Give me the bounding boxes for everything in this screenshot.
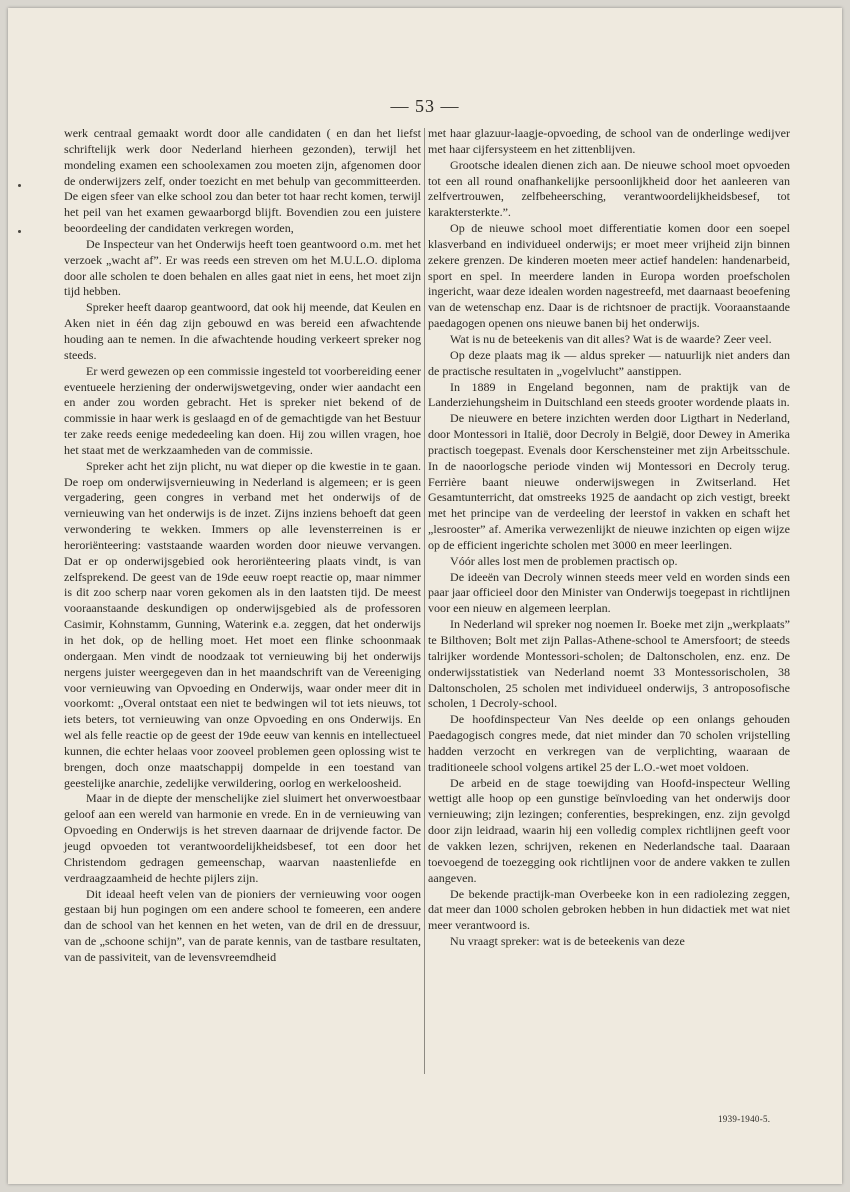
paragraph: De bekende practijk-man Overbeeke kon in een radiolezing zeggen, dat meer dan 1000 scholen gebroken hebben in hun didactiek met wat niet meer verantwoord is. xyxy=(428,886,790,933)
document-page xyxy=(8,8,842,1184)
paragraph: De Inspecteur van het Onderwijs heeft toen geantwoord o.m. met het verzoek „wacht af”. Er was reeds een streven om het M.U.L.O. diploma door alle scholen te doen behalen en alles gaat niet in eens, het moet zijn tijd hebben. xyxy=(64,236,421,299)
paragraph: Maar in de diepte der menschelijke ziel sluimert het onverwoestbaar geloof aan een wereld van harmonie en vrede. En in de vernieuwing van Opvoeding en Onderwijs is het streven daarnaar de drijvende factor. De jeugd opvoeden tot verantwoordelijkheidsbesef, tot een door het Christendom gedragen gemeenschap, waarvan naastenliefde en verdraagzaamheid de hechte pijlers zijn. xyxy=(64,791,421,885)
paragraph: In Nederland wil spreker nog noemen Ir. Boeke met zijn „werkplaats” te Bilthoven; Bolt met zijn Pallas-Athene-school te Amersfoort; de steeds talrijker wordende Montessori-scholen; de Daltonscholen, enz. enz. De onderwijsstatistiek van Nederland noemt 33 Montessorischolen, 38 Daltonscholen, 25 scholen met individueel onderwijs, 3 antroposofische scholen, 1 Decroly-school. xyxy=(428,617,790,711)
paragraph: Er werd gewezen op een commissie ingesteld tot voorbereiding eener eventueele herziening der onderwijswetgeving, onder wier aandacht een en ander zou worden gebracht. Het is spreker niet bekend of de commissie in haar werk is geslaagd en of de gemachtigde van het Bestuur ter zake reeds eenige mededeeling kan doen. Hij zou willen vragen, hoe het staat met de werkzaamheden van de commissie. xyxy=(64,363,421,457)
paragraph: De ideeën van Decroly winnen steeds meer veld en worden sinds een paar jaar officieel door den Minister van Onderwijs toegepast in richtlijnen voor een nieuw en algemeen leerplan. xyxy=(428,569,790,616)
margin-dot xyxy=(18,184,21,187)
paragraph: Dit ideaal heeft velen van de pioniers der vernieuwing voor oogen gestaan bij hun pogingen om een andere school te fomeeren, een andere dan de school van het kennen en het weten, van de dril en de dressuur, van de „schoone schijn”, van de parate kennis, van de tastbare resultaten, van de passiviteit, van de levensvreemdheid xyxy=(64,886,421,964)
paragraph: Op deze plaats mag ik — aldus spreker — natuurlijk niet anders dan de practische resultaten in „vogelvlucht” aanstippen. xyxy=(428,347,790,378)
paragraph: Grootsche idealen dienen zich aan. De nieuwe school moet opvoeden tot een all round onafhankelijke persoonlijkheid door het aanleeren van zelfvertrouwen, zelfbeheersching, verantwoordelijkheidsbesef, tot karaktersterkte.”. xyxy=(428,157,790,220)
paragraph: Vóór alles lost men de problemen practisch op. xyxy=(450,553,678,568)
paragraph: De arbeid en de stage toewijding van Hoofd-inspecteur Welling wettigt alle hoop op een gunstige beïnvloeding van het onderwijs door vernieuwing; zijn lezingen; conferenties, besprekingen, enz. zijn gevolgd door zijn leidraad, waarin hij een volledig complex richtlijnen geeft voor de vakken lezen, schrijven, rekenen en Nederlandsche taal. Daaraan toevoegend de toezegging ook richtlijnen voor de andere vakken te zullen aangeven. xyxy=(428,775,790,885)
paragraph: Op de nieuwe school moet differentiatie komen door een soepel klasverband en individueel onderwijs; er moet meer vrijheid zijn binnen zekere grenzen. De kinderen moeten meer actief handelen: handenarbeid, sport en spel. In meerdere landen in Europa worden proefscholen ingericht, waar deze idealen worden nagestreefd, met daarnaast beoefening van de wetenschap enz. Daar is de richtsnoer de practijk. Vooraanstaande paedagogen openen ons nieuwe banen bij het onderwijs. xyxy=(428,221,790,331)
paragraph: De hoofdinspecteur Van Nes deelde op een onlangs gehouden Paedagogisch congres mede, dat niet minder dan 70 scholen vrijstelling hadden verzocht en verkregen van de verplichting, waaraan de traditioneele school volgens artikel 25 der L.O.-wet moet voldoen. xyxy=(428,712,790,774)
paragraph: Spreker heeft daarop geantwoord, dat ook hij meende, dat Keulen en Aken niet in één dag zijn gebouwd en was bereid een afwachtende houding aan te nemen. In die afwachtende houding verkeert spreker nog steeds. xyxy=(64,300,421,362)
margin-dot xyxy=(18,230,21,233)
paragraph: Nu vraagt spreker: wat is de beteekenis van deze xyxy=(450,934,685,949)
page-number: — 53 — xyxy=(390,96,460,116)
paragraph: Spreker acht het zijn plicht, nu wat dieper op die kwestie in te gaan. De roep om onderwijsvernieuwing in Nederland is algemeen; er is geen vergadering, geen congres in verband met het onderwijs of de vernieuwing van het onderwijs is de inzet. Zijns inziens behoeft dat geen verwondering te wekken. Immers op alle levensterreinen is er heroriënteering: vaststaande waarden worden door nieuwe vervangen. Dat er op onderwijsgebied ook heroriënteering plaats vindt, is van zelfsprekend. De geest van de 19de eeuw roept reactie op, maar nimmer is dit zoo scherp naar voren gekomen als in den laatsten tijd. De meest vooraanstaande deskundigen op onderwijsgebied als de professoren Casimir, Kohnstamm, Gunning, Waterink e.a. zeggen, dat het onderwijs in het dok, op de helling moet. Het moet een flinke schoonmaak ondergaan. Men vindt de noodzaak tot vernieuwing bij het onderwijs nergens juister weergegeven dan in het maandschrift van de Vereeniging voor vernieuwing van Opvoeding en Onderwijs, waar onder meer dit in voorkomt: „Overal ontstaat een niet te bedwingen wil tot iets nieuws, tot iets beters, tot vernieuwing van onze Opvoeding en ons Onderwijs. En wel als felle reactie op de geest der 19de eeuw van kennis en intellectueel kunnen, die echter helaas voor zooveel problemen geen oplossing wist te brengen, doch onze maatschappij dompelde in een toestand van geestelijke anarchie, zedelijke verwildering, oorlog en werkeloosheid. xyxy=(64,458,421,790)
paragraph: werk centraal gemaakt wordt door alle candidaten ( en dan het liefst schriftelijk werk door Nederland hierheen gezonden), terwijl het mondeling examen een schoolexamen zou moeten zijn, afgenomen door de onderwijzers zelf, onder toezicht en met behulp van gecommitteerden. De eigen sfeer van elke school zou dan beter tot haar recht komen, terwijl het peil van het examen gewaarborgd blijft. Bovendien zou een juistere beoordeeling der candidaten verkregen worden, xyxy=(64,126,421,236)
print-code: 1939-1940-5. xyxy=(718,1114,771,1124)
paragraph: Wat is nu de beteekenis van dit alles? Wat is de waarde? Zeer veel. xyxy=(450,331,772,346)
column-divider xyxy=(424,128,425,1074)
paragraph: De nieuwere en betere inzichten werden door Ligthart in Nederland, door Montessori in Italië, door Decroly in België, door Dewey in Amerika practisch toegepast. Evenals door Kerschensteiner met zijn Arbeitsschule. In de naoorlogsche periode vinden wij Montessori en Decroly terug. Ferrière baant nieuwe onderwijswegen in Zwitserland. Het Gesamtunterricht, dat omstreeks 1925 de aandacht op zich vestigt, breekt met het principe van de verdeeling der leerstof in vakken en schaft het „lesrooster” af. Amerika verwezenlijkt de nieuwe inzichten op eigen wijze op de efficient ingerichte scholen met 3000 en meer leerlingen. xyxy=(428,411,790,552)
right-column xyxy=(428,126,790,950)
paragraph: In 1889 in Engeland begonnen, nam de praktijk van de Landerziehungsheim in Duitschland een steeds grooter wordende plaats in. xyxy=(428,379,790,410)
left-column xyxy=(64,126,421,966)
paragraph: met haar glazuur-laagje-opvoeding, de school van de onderlinge wedijver met haar cijfersysteem en het zittenblijven. xyxy=(428,126,790,156)
